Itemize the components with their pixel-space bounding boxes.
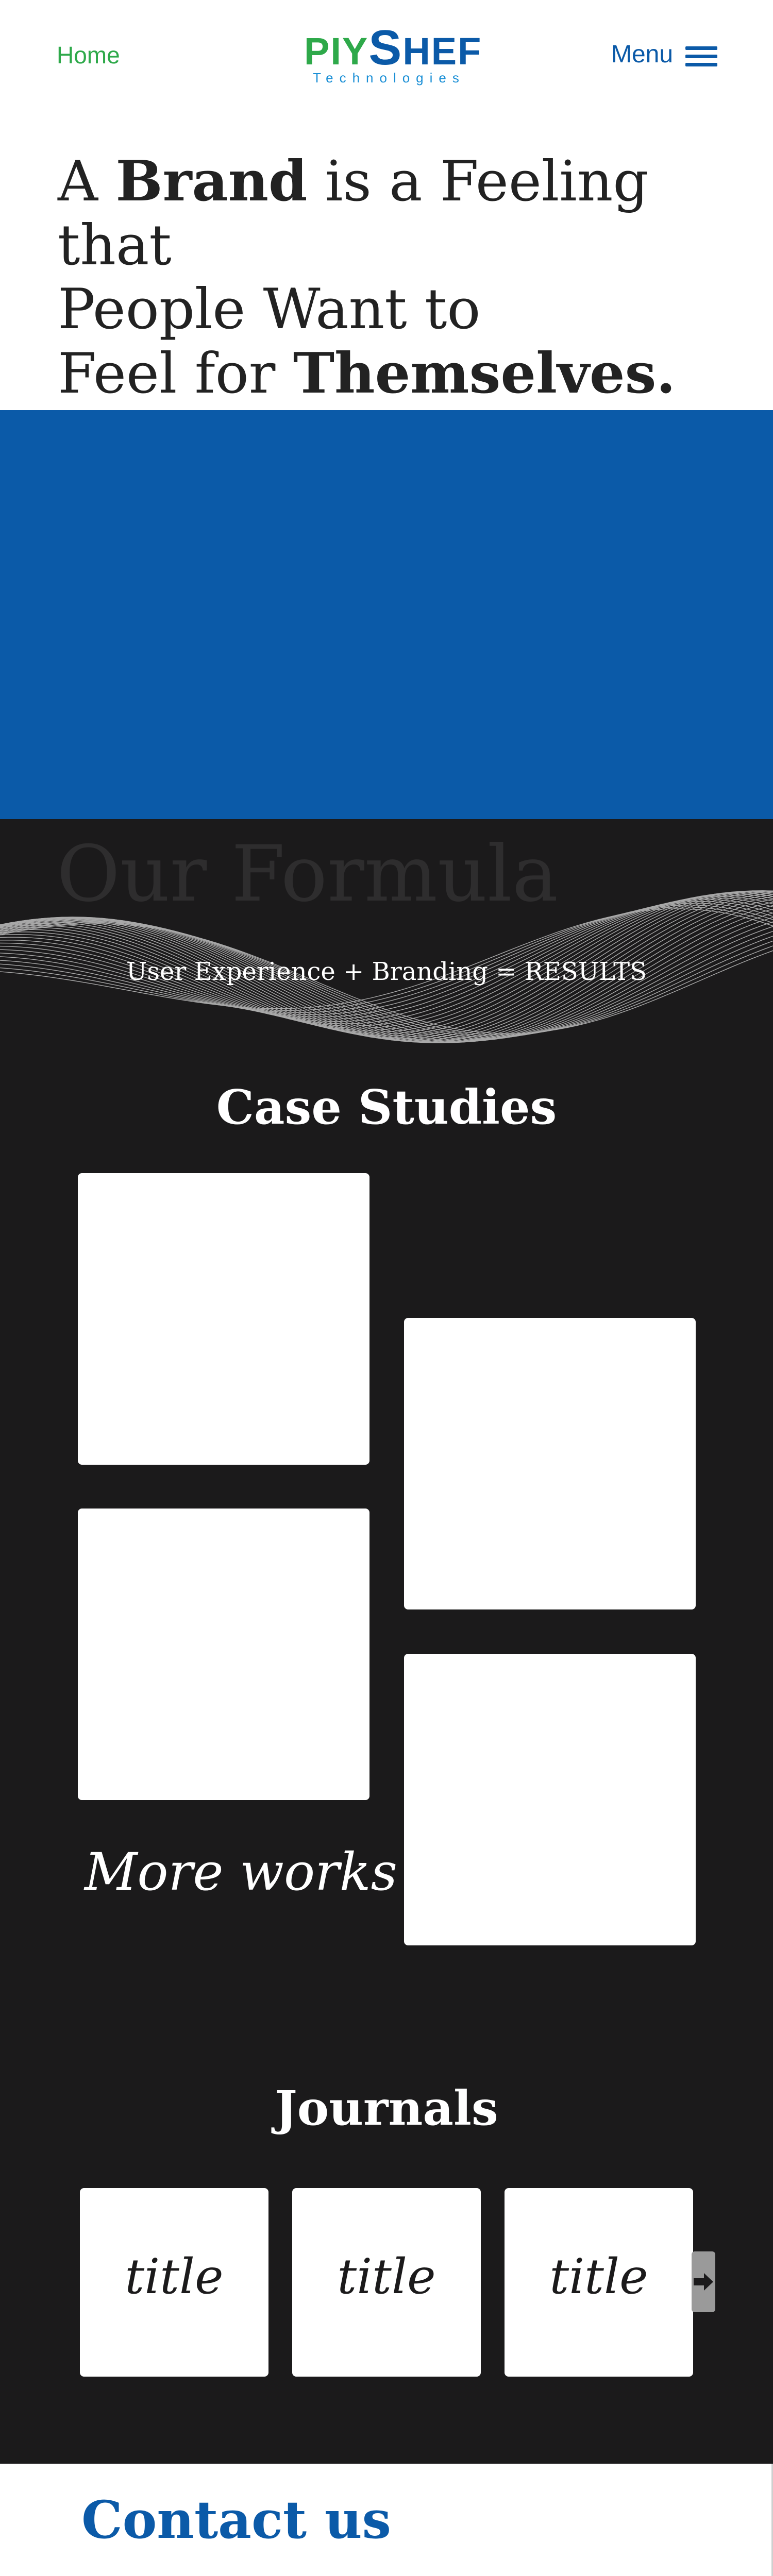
journal-card[interactable] bbox=[292, 2188, 481, 2377]
contact-title: Contact us bbox=[81, 2489, 391, 2550]
more-works-link[interactable]: More works bbox=[85, 1842, 397, 1902]
hero-title: A Brand is a Feeling that People Want to Feel for Themselves. bbox=[58, 149, 676, 406]
case-study-card[interactable] bbox=[404, 1654, 696, 1945]
case-study-card[interactable] bbox=[78, 1173, 369, 1465]
case-study-card[interactable] bbox=[78, 1509, 369, 1800]
journal-title: title bbox=[337, 2249, 436, 2305]
hero-banner bbox=[0, 410, 773, 819]
home-link[interactable]: Home bbox=[57, 42, 120, 69]
journal-card[interactable] bbox=[505, 2188, 693, 2377]
case-study-card[interactable] bbox=[404, 1318, 696, 1609]
logo-wordmark: PIYSHEF bbox=[304, 20, 482, 75]
journal-card[interactable] bbox=[80, 2188, 268, 2377]
journals-heading: Journals bbox=[275, 2080, 498, 2136]
hamburger-icon bbox=[685, 46, 717, 67]
journal-title: title bbox=[125, 2249, 224, 2305]
contact-section bbox=[0, 2464, 773, 2576]
journal-title: title bbox=[549, 2249, 648, 2305]
site-header bbox=[0, 0, 773, 113]
arrow-right-icon bbox=[692, 2271, 715, 2293]
carousel-next-button[interactable] bbox=[692, 2251, 715, 2312]
menu-button[interactable] bbox=[611, 40, 719, 71]
formula-title: Our Formula bbox=[57, 829, 559, 919]
case-studies-heading: Case Studies bbox=[216, 1079, 557, 1135]
formula-text: User Experience + Branding = RESULTS bbox=[126, 957, 647, 986]
dark-content-section bbox=[0, 819, 773, 2464]
menu-label: Menu bbox=[611, 41, 674, 68]
piyshef-logo[interactable] bbox=[304, 20, 482, 92]
logo-subtitle: Technologies bbox=[313, 70, 465, 86]
